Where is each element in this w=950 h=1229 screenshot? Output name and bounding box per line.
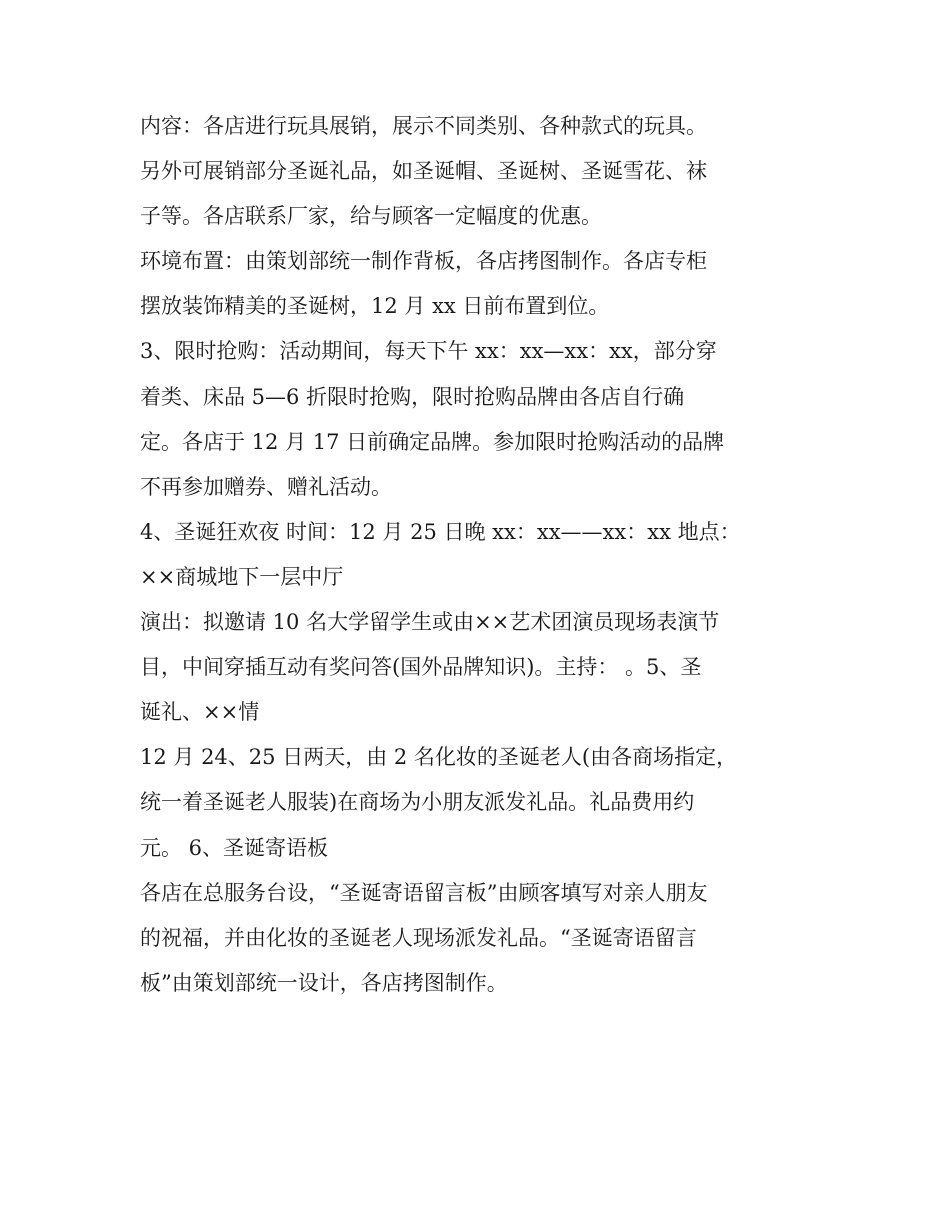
- text-line: 另外可展销部分圣诞礼品，如圣诞帽、圣诞树、圣诞雪花、袜: [140, 159, 707, 184]
- text-line: 子等。各店联系厂家，给与顾客一定幅度的优惠。: [140, 204, 602, 229]
- text-line: 摆放装饰精美的圣诞树，12 月 xx 日前布置到位。: [140, 294, 610, 319]
- text-line: 目，中间穿插互动有奖问答(国外品牌知识)。主持： 。5、圣: [140, 655, 702, 680]
- text-line: 演出：拟邀请 10 名大学留学生或由××艺术团演员现场表演节: [140, 610, 720, 635]
- text-line: 3、限时抢购：活动期间，每天下午 xx：xx—xx：xx，部分穿: [140, 339, 717, 364]
- text-line: 12 月 24、25 日两天，由 2 名化妆的圣诞老人(由各商场指定，: [140, 745, 738, 770]
- text-line: 诞礼、××情: [140, 700, 260, 725]
- text-line: 4、圣诞狂欢夜 时间：12 月 25 日晚 xx：xx——xx：xx 地点：: [140, 519, 741, 544]
- text-line: 的祝福，并由化妆的圣诞老人现场派发礼品。“圣诞寄语留言: [140, 925, 697, 950]
- text-line: 定。各店于 12 月 17 日前确定品牌。参加限时抢购活动的品牌: [140, 429, 725, 454]
- text-line: 环境布置：由策划部统一制作背板，各店拷图制作。各店专柜: [140, 249, 707, 274]
- text-line: ××商城地下一层中厅: [140, 564, 344, 589]
- text-line: 内容：各店进行玩具展销，展示不同类别、各种款式的玩具。: [140, 114, 707, 138]
- text-line: 板”由策划部统一设计，各店拷图制作。: [140, 970, 508, 995]
- document-body: [140, 104, 820, 1006]
- text-line: 统一着圣诞老人服装)在商场为小朋友派发礼品。礼品费用约: [140, 790, 695, 815]
- text-line: 各店在总服务台设，“圣诞寄语留言板”由顾客填写对亲人朋友: [140, 880, 708, 905]
- text-line: 着类、床品 5—6 折限时抢购，限时抢购品牌由各店自行确: [140, 384, 685, 409]
- text-line: 元。 6、圣诞寄语板: [140, 835, 329, 860]
- text-line: 不再参加赠券、赠礼活动。: [140, 474, 392, 499]
